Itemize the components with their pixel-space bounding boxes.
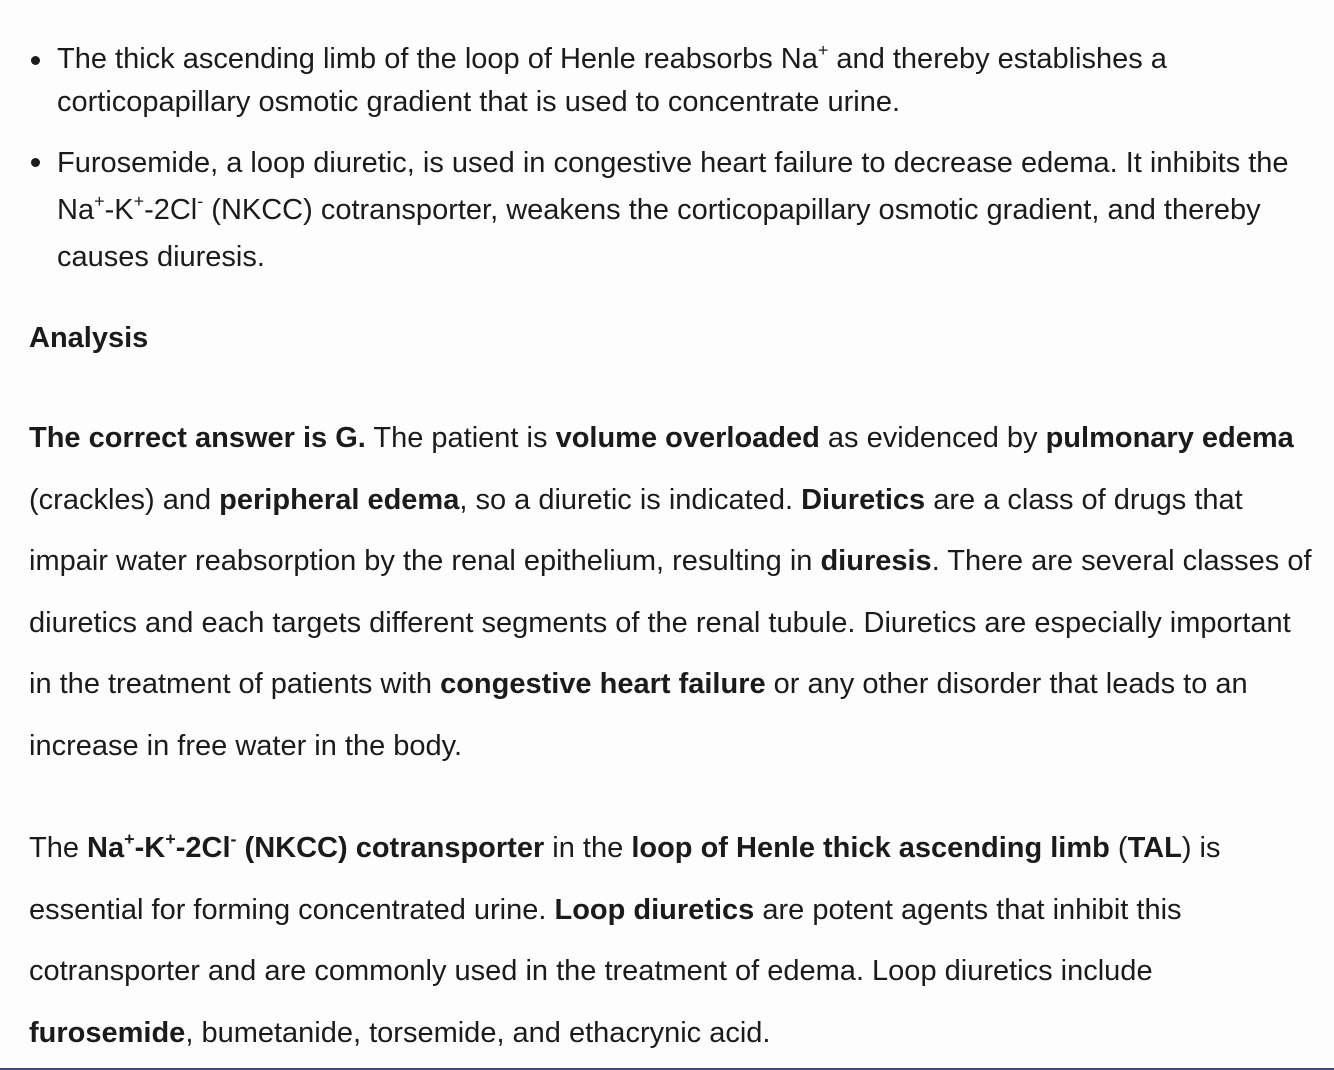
superscript: + xyxy=(94,190,105,211)
nkcc-paragraph xyxy=(29,818,1319,1064)
emphasis: congestive heart failure xyxy=(440,668,766,700)
text: (NKCC) cotransporter xyxy=(236,832,545,864)
text: -K xyxy=(134,832,166,864)
text: Na xyxy=(87,832,125,864)
text: in the xyxy=(544,832,632,864)
emphasis: peripheral edema xyxy=(219,483,460,516)
bullet-item xyxy=(29,38,1319,124)
superscript: + xyxy=(165,828,176,849)
superscript: + xyxy=(124,828,135,849)
text: , bumetanide, torsemide, and ethacrynic acid. xyxy=(185,1016,771,1049)
text: The patient is xyxy=(365,422,556,454)
summary-bullet-list xyxy=(29,38,1319,297)
text: ( xyxy=(1109,832,1128,864)
emphasis: Diuretics xyxy=(801,483,926,516)
bullet-dot xyxy=(31,158,40,167)
bullet-item xyxy=(29,140,1319,281)
text: or any other disorder that leads to an increase in free water in the body. xyxy=(29,668,1248,762)
text: The xyxy=(29,832,88,864)
emphasis: furosemide xyxy=(29,1016,186,1049)
bullet-text: Furosemide, a loop diuretic, is used in congestive heart failure to decrease edema. It inhibits the Na xyxy=(57,147,1289,226)
emphasis xyxy=(87,828,545,864)
bullet-text: -K xyxy=(104,194,134,226)
text: ) is essential for forming concentrated urine. xyxy=(29,832,1221,926)
bullet-text: and thereby establishes a corticopapillary osmotic gradient that is used to concentrate urine. xyxy=(57,43,1167,118)
emphasis: loop of Henle thick ascending limb xyxy=(631,832,1110,864)
text: (crackles) and xyxy=(29,483,220,516)
answer-statement: The correct answer is G. xyxy=(29,422,366,454)
text: . There are several classes of diuretics and each targets different segments of the renal tubule. Diuretics are especially important in the treatment of patients with xyxy=(29,545,1312,700)
superscript: + xyxy=(133,190,145,211)
analysis-paragraph xyxy=(29,408,1319,777)
bullet-text: -2Cl xyxy=(144,194,198,226)
emphasis: Loop diuretics xyxy=(554,893,755,926)
bullet-dot xyxy=(31,56,40,65)
emphasis: diuresis xyxy=(820,545,932,577)
text: -2Cl xyxy=(175,832,231,864)
superscript: - xyxy=(197,190,204,211)
text: are potent agents that inhibit this cotransporter and are commonly used in the treatment of edema. Loop diuretics include xyxy=(29,893,1182,987)
bullet-text: The thick ascending limb of the loop of Henle reabsorbs Na xyxy=(57,43,818,75)
text: , so a diuretic is indicated. xyxy=(459,483,802,516)
superscript: - xyxy=(230,828,237,849)
superscript: + xyxy=(817,39,829,60)
emphasis: pulmonary edema xyxy=(1045,422,1294,454)
text: as evidenced by xyxy=(819,422,1046,454)
section-heading: Analysis xyxy=(29,322,149,354)
bullet-text: (NKCC) cotransporter, weakens the corticopapillary osmotic gradient, and thereby causes diuresis. xyxy=(57,194,1261,273)
text: are a class of drugs that impair water reabsorption by the renal epithelium, resulting in xyxy=(29,483,1243,577)
emphasis: TAL xyxy=(1127,832,1182,864)
emphasis: volume overloaded xyxy=(555,422,820,454)
